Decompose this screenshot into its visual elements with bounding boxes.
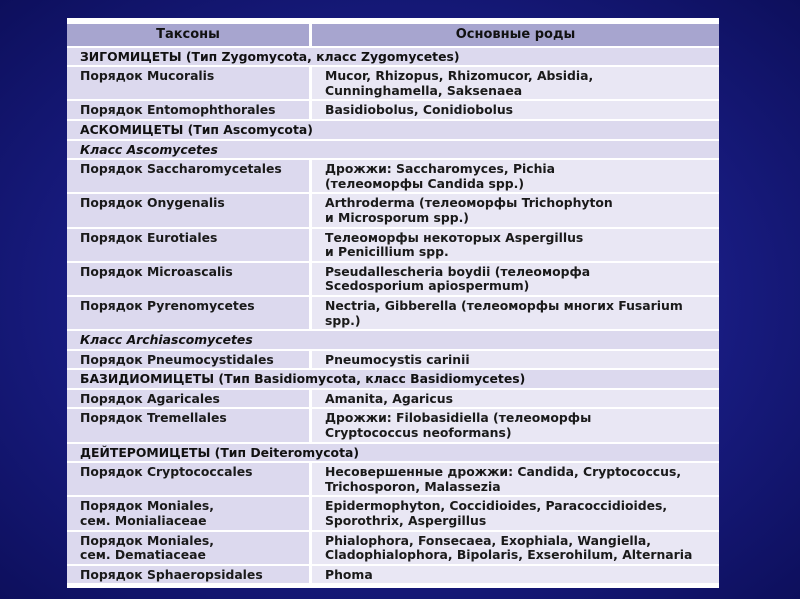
group-heading: БАЗИДИОМИЦЕТЫ (Тип Basidiomycota, класс Basidiomycetes) (67, 370, 719, 388)
taxon-line: Порядок Cryptococcales (80, 464, 253, 480)
table-row (67, 390, 719, 408)
taxon-cell (67, 194, 309, 226)
table-row (67, 160, 719, 192)
taxon-line: Порядок Agaricales (80, 390, 220, 406)
taxon-line: Порядок Moniales, (80, 498, 214, 514)
genera-line: Несовершенные дрожжи: Candida, Cryptococcus, (325, 464, 682, 480)
table-header-row (67, 24, 719, 46)
genera-cell (309, 229, 719, 261)
genera-line: Amanita, Agaricus (325, 390, 453, 406)
genera-line: Дрожжи: Saccharomyces, Pichia (325, 161, 556, 177)
taxon-cell (67, 532, 309, 564)
table-row (67, 351, 719, 369)
taxon-line: Порядок Pneumocystidales (80, 351, 274, 367)
genera-cell (309, 532, 719, 564)
genera-line: и Penicillium spp. (325, 244, 449, 260)
taxon-line: сем. Monialiaceae (80, 513, 207, 529)
class-heading: Класс Ascomycetes (67, 141, 719, 159)
header-genera: Основные роды (309, 24, 719, 46)
genera-line: Cladophialophora, Bipolaris, Exserohilum, Alternaria (325, 547, 693, 563)
group-row (67, 48, 719, 66)
genera-line: Sporothrix, Aspergillus (325, 513, 487, 529)
genera-cell (309, 101, 719, 119)
genera-cell (309, 409, 719, 441)
taxon-cell (67, 67, 309, 99)
taxon-line: Порядок Tremellales (80, 410, 227, 426)
taxon-line: Порядок Microascalis (80, 263, 233, 279)
table-body (67, 48, 719, 584)
taxon-line: Порядок Eurotiales (80, 229, 218, 245)
genera-line: Epidermophyton, Coccidioides, Paracoccidioides, (325, 498, 668, 514)
taxon-line: Порядок Mucoralis (80, 68, 215, 84)
subgroup-row (67, 141, 719, 159)
table-row (67, 194, 719, 226)
taxon-line: сем. Dematiaceae (80, 547, 206, 563)
group-heading: ДЕЙТЕРОМИЦЕТЫ (Тип Deiteromycota) (67, 444, 719, 462)
table-row (67, 532, 719, 564)
genera-cell (309, 67, 719, 99)
genera-line: Arthroderma (телеоморфы Trichophyton (325, 195, 613, 211)
taxon-cell (67, 160, 309, 192)
genera-line: Nectria, Gibberella (телеоморфы многих Fusarium spp.) (325, 297, 683, 328)
genera-line: Basidiobolus, Conidiobolus (325, 102, 514, 118)
taxon-line: Порядок Saccharomycetales (80, 161, 282, 177)
taxon-line: Порядок Entomophthorales (80, 102, 276, 118)
genera-cell (309, 263, 719, 295)
genera-line: Scedosporium apiospermum) (325, 278, 530, 294)
genera-line: Mucor, Rhizopus, Rhizomucor, Absidia, (325, 68, 594, 84)
genera-line: Дрожжи: Filobasidiella (телеоморфы (325, 410, 592, 426)
taxon-line: Порядок Sphaeropsidales (80, 566, 263, 582)
genera-line: Cunninghamella, Saksenaea (325, 82, 523, 98)
genera-cell (309, 351, 719, 369)
genera-cell (309, 160, 719, 192)
genera-cell (309, 297, 719, 329)
taxonomy-table-container (67, 18, 719, 588)
genera-line: Телеоморфы некоторых Aspergillus (325, 229, 584, 245)
table-row (67, 463, 719, 495)
table-row (67, 263, 719, 295)
genera-cell (309, 390, 719, 408)
class-heading: Класс Archiascomycetes (67, 331, 719, 349)
table-row (67, 497, 719, 529)
genera-line: и Microsporum spp.) (325, 209, 469, 225)
table-row (67, 297, 719, 329)
taxon-cell (67, 497, 309, 529)
table-row (67, 67, 719, 99)
table-row (67, 409, 719, 441)
genera-line: Cryptococcus neoformans) (325, 425, 512, 441)
table-row (67, 101, 719, 119)
taxon-cell (67, 463, 309, 495)
genera-line: Phoma (325, 566, 373, 582)
genera-line: Trichosporon, Malassezia (325, 478, 501, 494)
genera-line: Pneumocystis carinii (325, 351, 470, 367)
genera-line: (телеоморфы Candida spp.) (325, 175, 524, 191)
taxon-cell (67, 566, 309, 584)
genera-line: Phialophora, Fonsecaea, Exophiala, Wangiella, (325, 532, 651, 548)
taxon-line: Порядок Onygenalis (80, 195, 225, 211)
genera-cell (309, 194, 719, 226)
subgroup-row (67, 331, 719, 349)
group-row (67, 444, 719, 462)
group-row (67, 121, 719, 139)
group-heading: ЗИГОМИЦЕТЫ (Тип Zygomycota, класс Zygomycetes) (67, 48, 719, 66)
taxonomy-table (67, 22, 719, 585)
taxon-cell (67, 229, 309, 261)
taxon-cell (67, 409, 309, 441)
genera-line: Pseudallescheria boydii (телеоморфа (325, 263, 591, 279)
taxon-cell (67, 351, 309, 369)
genera-cell (309, 566, 719, 584)
table-row (67, 566, 719, 584)
taxon-cell (67, 101, 309, 119)
header-taxa: Таксоны (67, 24, 309, 46)
genera-cell (309, 463, 719, 495)
taxon-cell (67, 263, 309, 295)
group-heading: АСКОМИЦЕТЫ (Тип Ascomycota) (67, 121, 719, 139)
group-row (67, 370, 719, 388)
genera-cell (309, 497, 719, 529)
taxon-line: Порядок Moniales, (80, 532, 214, 548)
taxon-cell (67, 297, 309, 329)
taxon-cell (67, 390, 309, 408)
table-row (67, 229, 719, 261)
taxon-line: Порядок Pyrenomycetes (80, 297, 255, 313)
